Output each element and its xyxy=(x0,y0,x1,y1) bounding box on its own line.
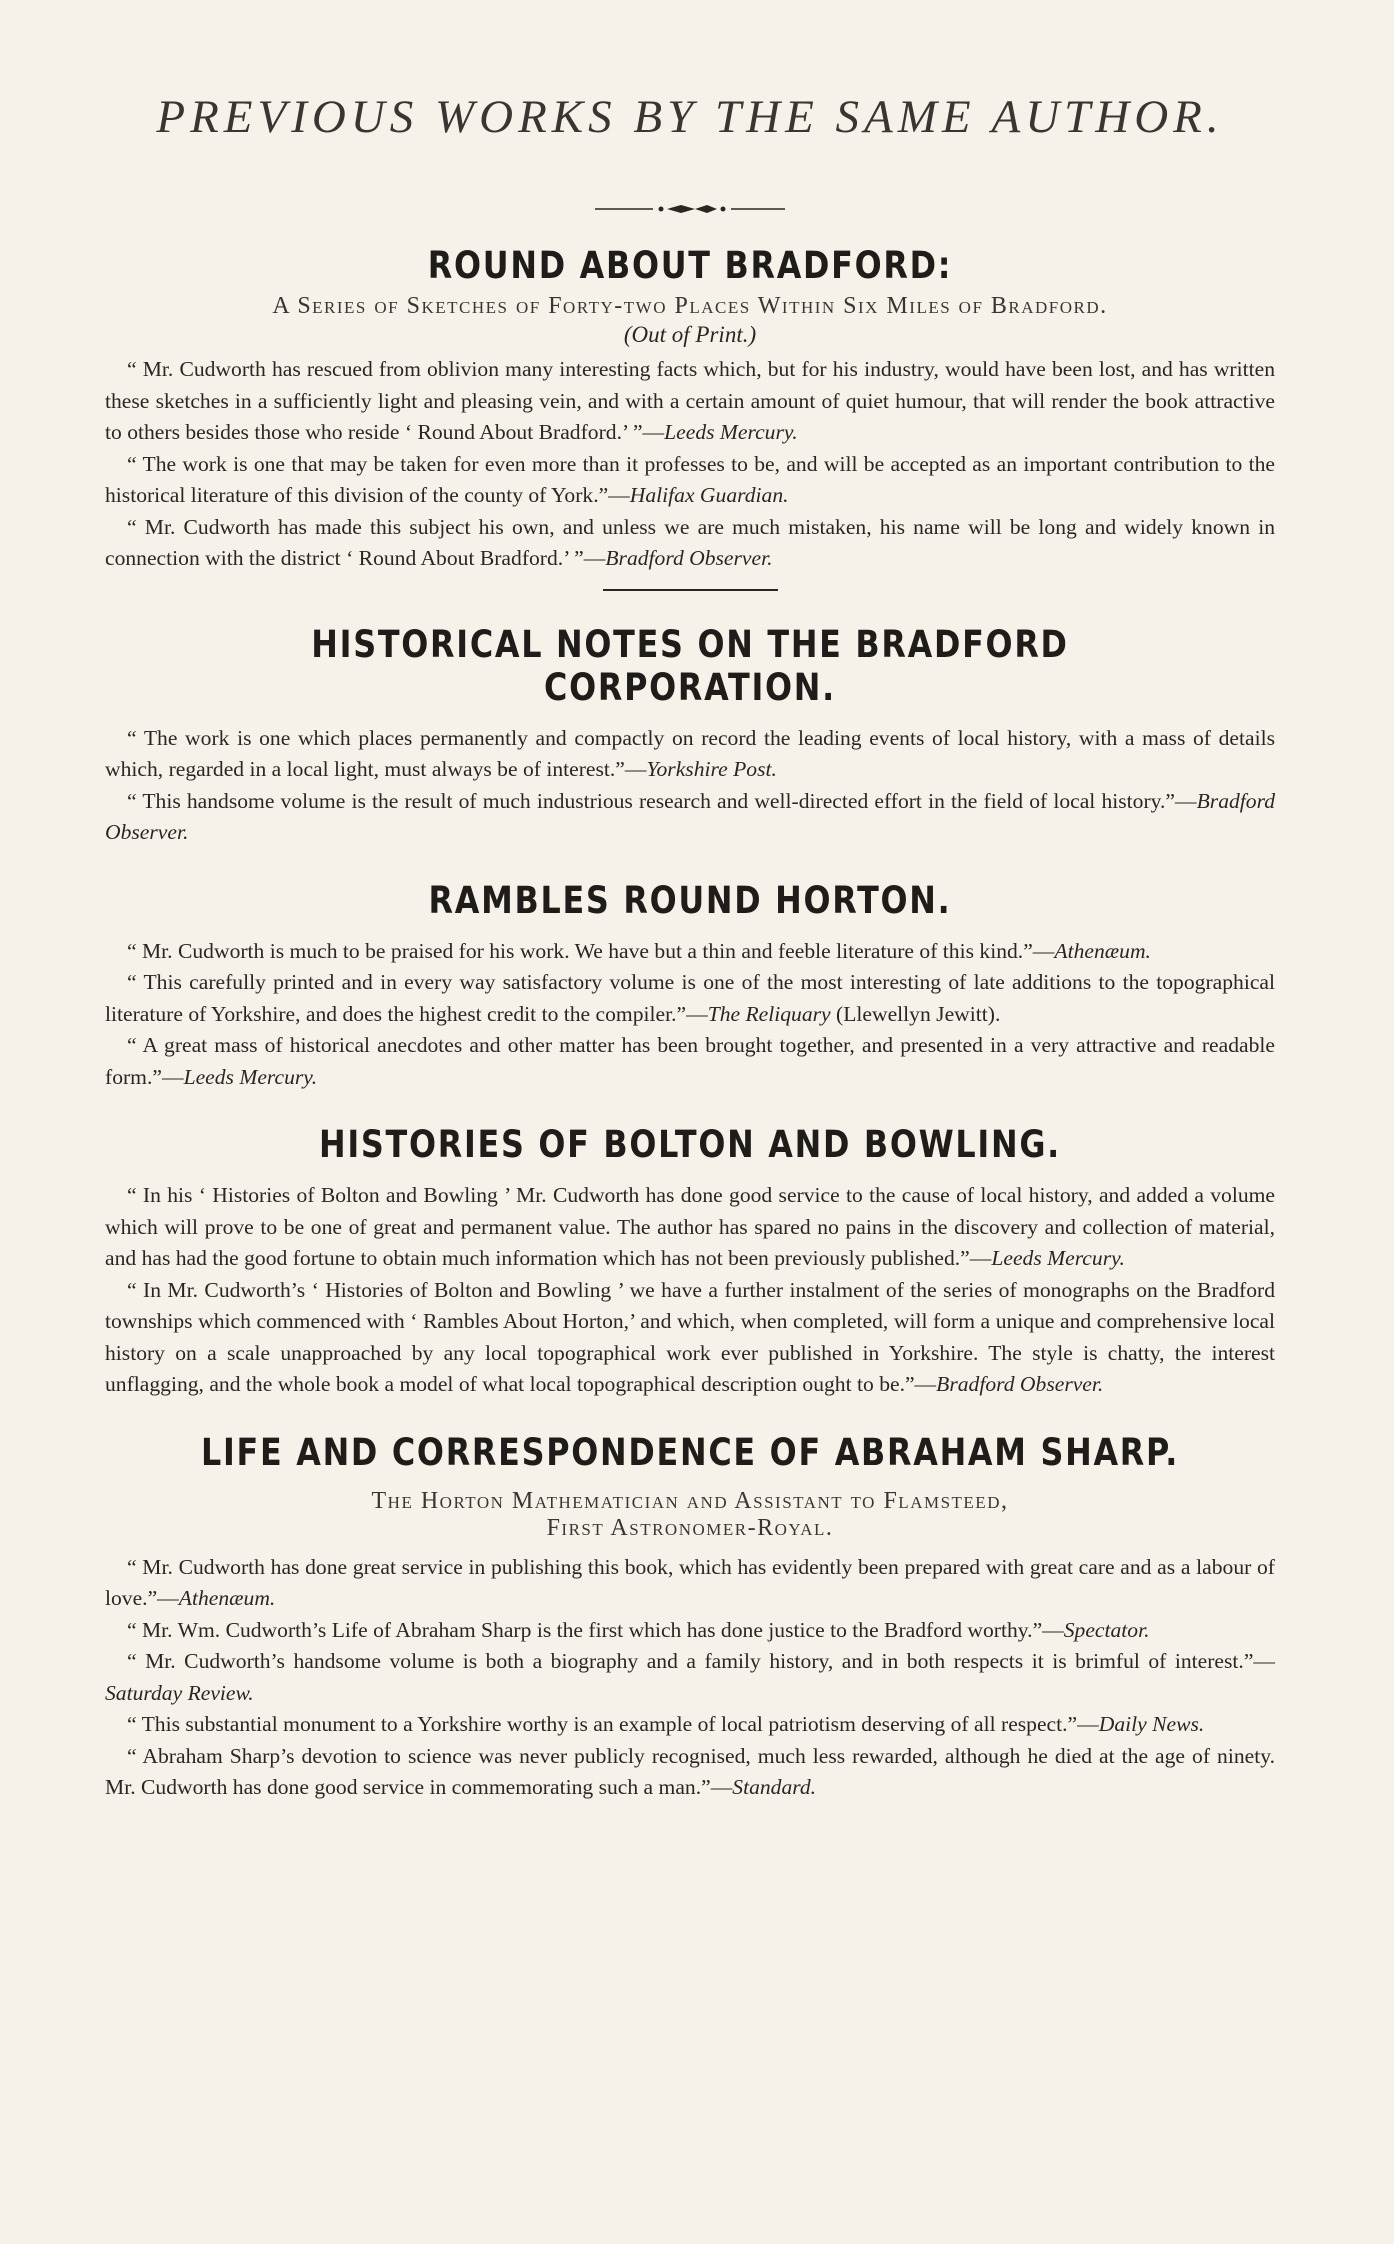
section-title: RAMBLES ROUND HORTON. xyxy=(428,878,952,922)
section-divider xyxy=(603,589,778,591)
quote-source: Bradford Observer. xyxy=(605,546,773,570)
quote-source: Daily News. xyxy=(1098,1712,1205,1736)
quote-source: Spectator. xyxy=(1063,1617,1150,1642)
section-subtitle: First Astronomer-Royal. xyxy=(546,1514,834,1541)
section-abraham-sharp xyxy=(105,1431,1275,1804)
review-quote: “ In his ‘ Histories of Bolton and Bowling ’ Mr. Cudworth has done good service to the cause of local history, and added a volume which will prove to be one of great and permanent value. The author has spared no pains in the discovery and collection of material, and has had the good fortune to obtain much information which has not been previously published.”—Leeds Mercury. xyxy=(105,1183,1275,1270)
print-note: (Out of Print.) xyxy=(623,322,757,347)
quote-source: Halifax Guardian. xyxy=(629,483,789,507)
section-title: ROUND ABOUT BRADFORD: xyxy=(427,244,953,287)
quote-source: Standard. xyxy=(732,1775,817,1799)
section-round-about-bradford xyxy=(105,244,1275,575)
quote-source: Leeds Mercury. xyxy=(991,1246,1125,1270)
section-rambles-round-horton xyxy=(105,879,1275,1094)
quote-source: Leeds Mercury. xyxy=(183,1064,318,1089)
review-quote: “ Abraham Sharp’s devotion to science was never publicly recognised, much less rewarded, although he died at the age of ninety. Mr. Cudworth has done good service in commemorating such a man.”—Standard. xyxy=(105,1743,1275,1799)
review-quote: “ This substantial monument to a Yorkshire worthy is an example of local patriotism deserving of all respect.”—Daily News. xyxy=(127,1712,1205,1736)
quote-source: Athenæum. xyxy=(178,1586,276,1610)
quote-source: Bradford Observer. xyxy=(936,1372,1104,1396)
review-quote: “ The work is one which places permanently and compactly on record the leading events of local history, with a mass of details which, regarded in a local light, must always be of interest.”—Yorkshire Post. xyxy=(105,725,1275,781)
review-quote: “ Mr. Cudworth has made this subject his own, and unless we are much mistaken, his name will be long and widely known in connection with the district ‘ Round About Bradford.’ ”—Bradford Observer. xyxy=(105,514,1275,570)
section-subtitle: The Horton Mathematician and Assistant to Flamsteed, xyxy=(371,1487,1009,1514)
review-quote: “ Mr. Cudworth has rescued from oblivion many interesting facts which, but for his industry, would have been lost, and has written these sketches in a sufficiently light and pleasing vein, and with a certain amount of quiet humour, that will render the book attractive to others besides those who reside ‘ Round About Bradford.’ ”—Leeds Mercury. xyxy=(105,357,1275,444)
review-quote: “ Mr. Cudworth’s handsome volume is both a biography and a family history, and in both respects it is brimful of interest.”—Saturday Review. xyxy=(105,1649,1275,1705)
section-title: HISTORIES OF BOLTON AND BOWLING. xyxy=(318,1123,1061,1166)
review-quote: “ Mr. Cudworth is much to be praised for his work. We have but a thin and feeble literature of this kind.”—Athenæum. xyxy=(127,938,1151,963)
section-histories-bolton-bowling xyxy=(105,1123,1275,1401)
review-quote: “ This handsome volume is the result of much industrious research and well-directed effort in the field of local history.”—Bradford Observer. xyxy=(105,788,1275,844)
section-historical-notes xyxy=(105,623,1275,849)
quote-source: Yorkshire Post. xyxy=(646,757,777,781)
review-quote: “ In Mr. Cudworth’s ‘ Histories of Bolton and Bowling ’ we have a further instalment of the series of monographs on the Bradford townships which commenced with ‘ Rambles About Horton,’ and which, when completed, will form a unique and comprehensive local history on a scale unapproached by any local topographical work ever published in Yorkshire. The style is chatty, the interest unflagging, and the whole book a model of what local topographical description ought to be.”—Bradford Observer. xyxy=(105,1277,1275,1396)
quote-source: Bradford Observer. xyxy=(105,788,1275,844)
ornament-divider xyxy=(595,202,785,216)
section-title: HISTORICAL NOTES ON THE BRADFORD CORPORATION. xyxy=(311,622,1069,709)
review-quote: “ Mr. Cudworth has done great service in publishing this book, which has evidently been prepared with great care and as a labour of love.”—Athenæum. xyxy=(105,1554,1275,1610)
quote-source: Athenæum. xyxy=(1054,938,1151,963)
quote-source: Saturday Review. xyxy=(105,1680,254,1705)
review-quote: “ This carefully printed and in every way satisfactory volume is one of the most interesting of late additions to the topographical literature of Yorkshire, and does the highest credit to the compiler.”—The Reliquary (Llewellyn Jewitt). xyxy=(105,970,1275,1026)
quote-source: Leeds Mercury. xyxy=(664,420,798,444)
review-quote: “ A great mass of historical anecdotes and other matter has been brought together, and presented in a very attractive and readable form.”—Leeds Mercury. xyxy=(105,1033,1275,1089)
page-title: PREVIOUS WORKS BY THE SAME AUTHOR. xyxy=(156,91,1224,143)
section-title: LIFE AND CORRESPONDENCE OF ABRAHAM SHARP. xyxy=(200,1430,1180,1474)
quote-source: The Reliquary xyxy=(707,1001,831,1026)
review-quote: “ The work is one that may be taken for even more than it professes to be, and will be accepted as an important contribution to the historical literature of this division of the county of York.”—Halifax Guardian. xyxy=(105,451,1275,507)
section-subtitle: A Series of Sketches of Forty-two Places Within Six Miles of Bradford. xyxy=(272,293,1108,319)
document-page xyxy=(105,90,1275,1804)
review-quote: “ Mr. Wm. Cudworth’s Life of Abraham Sharp is the first which has done justice to the Bradford worthy.”—Spectator. xyxy=(127,1617,1150,1642)
